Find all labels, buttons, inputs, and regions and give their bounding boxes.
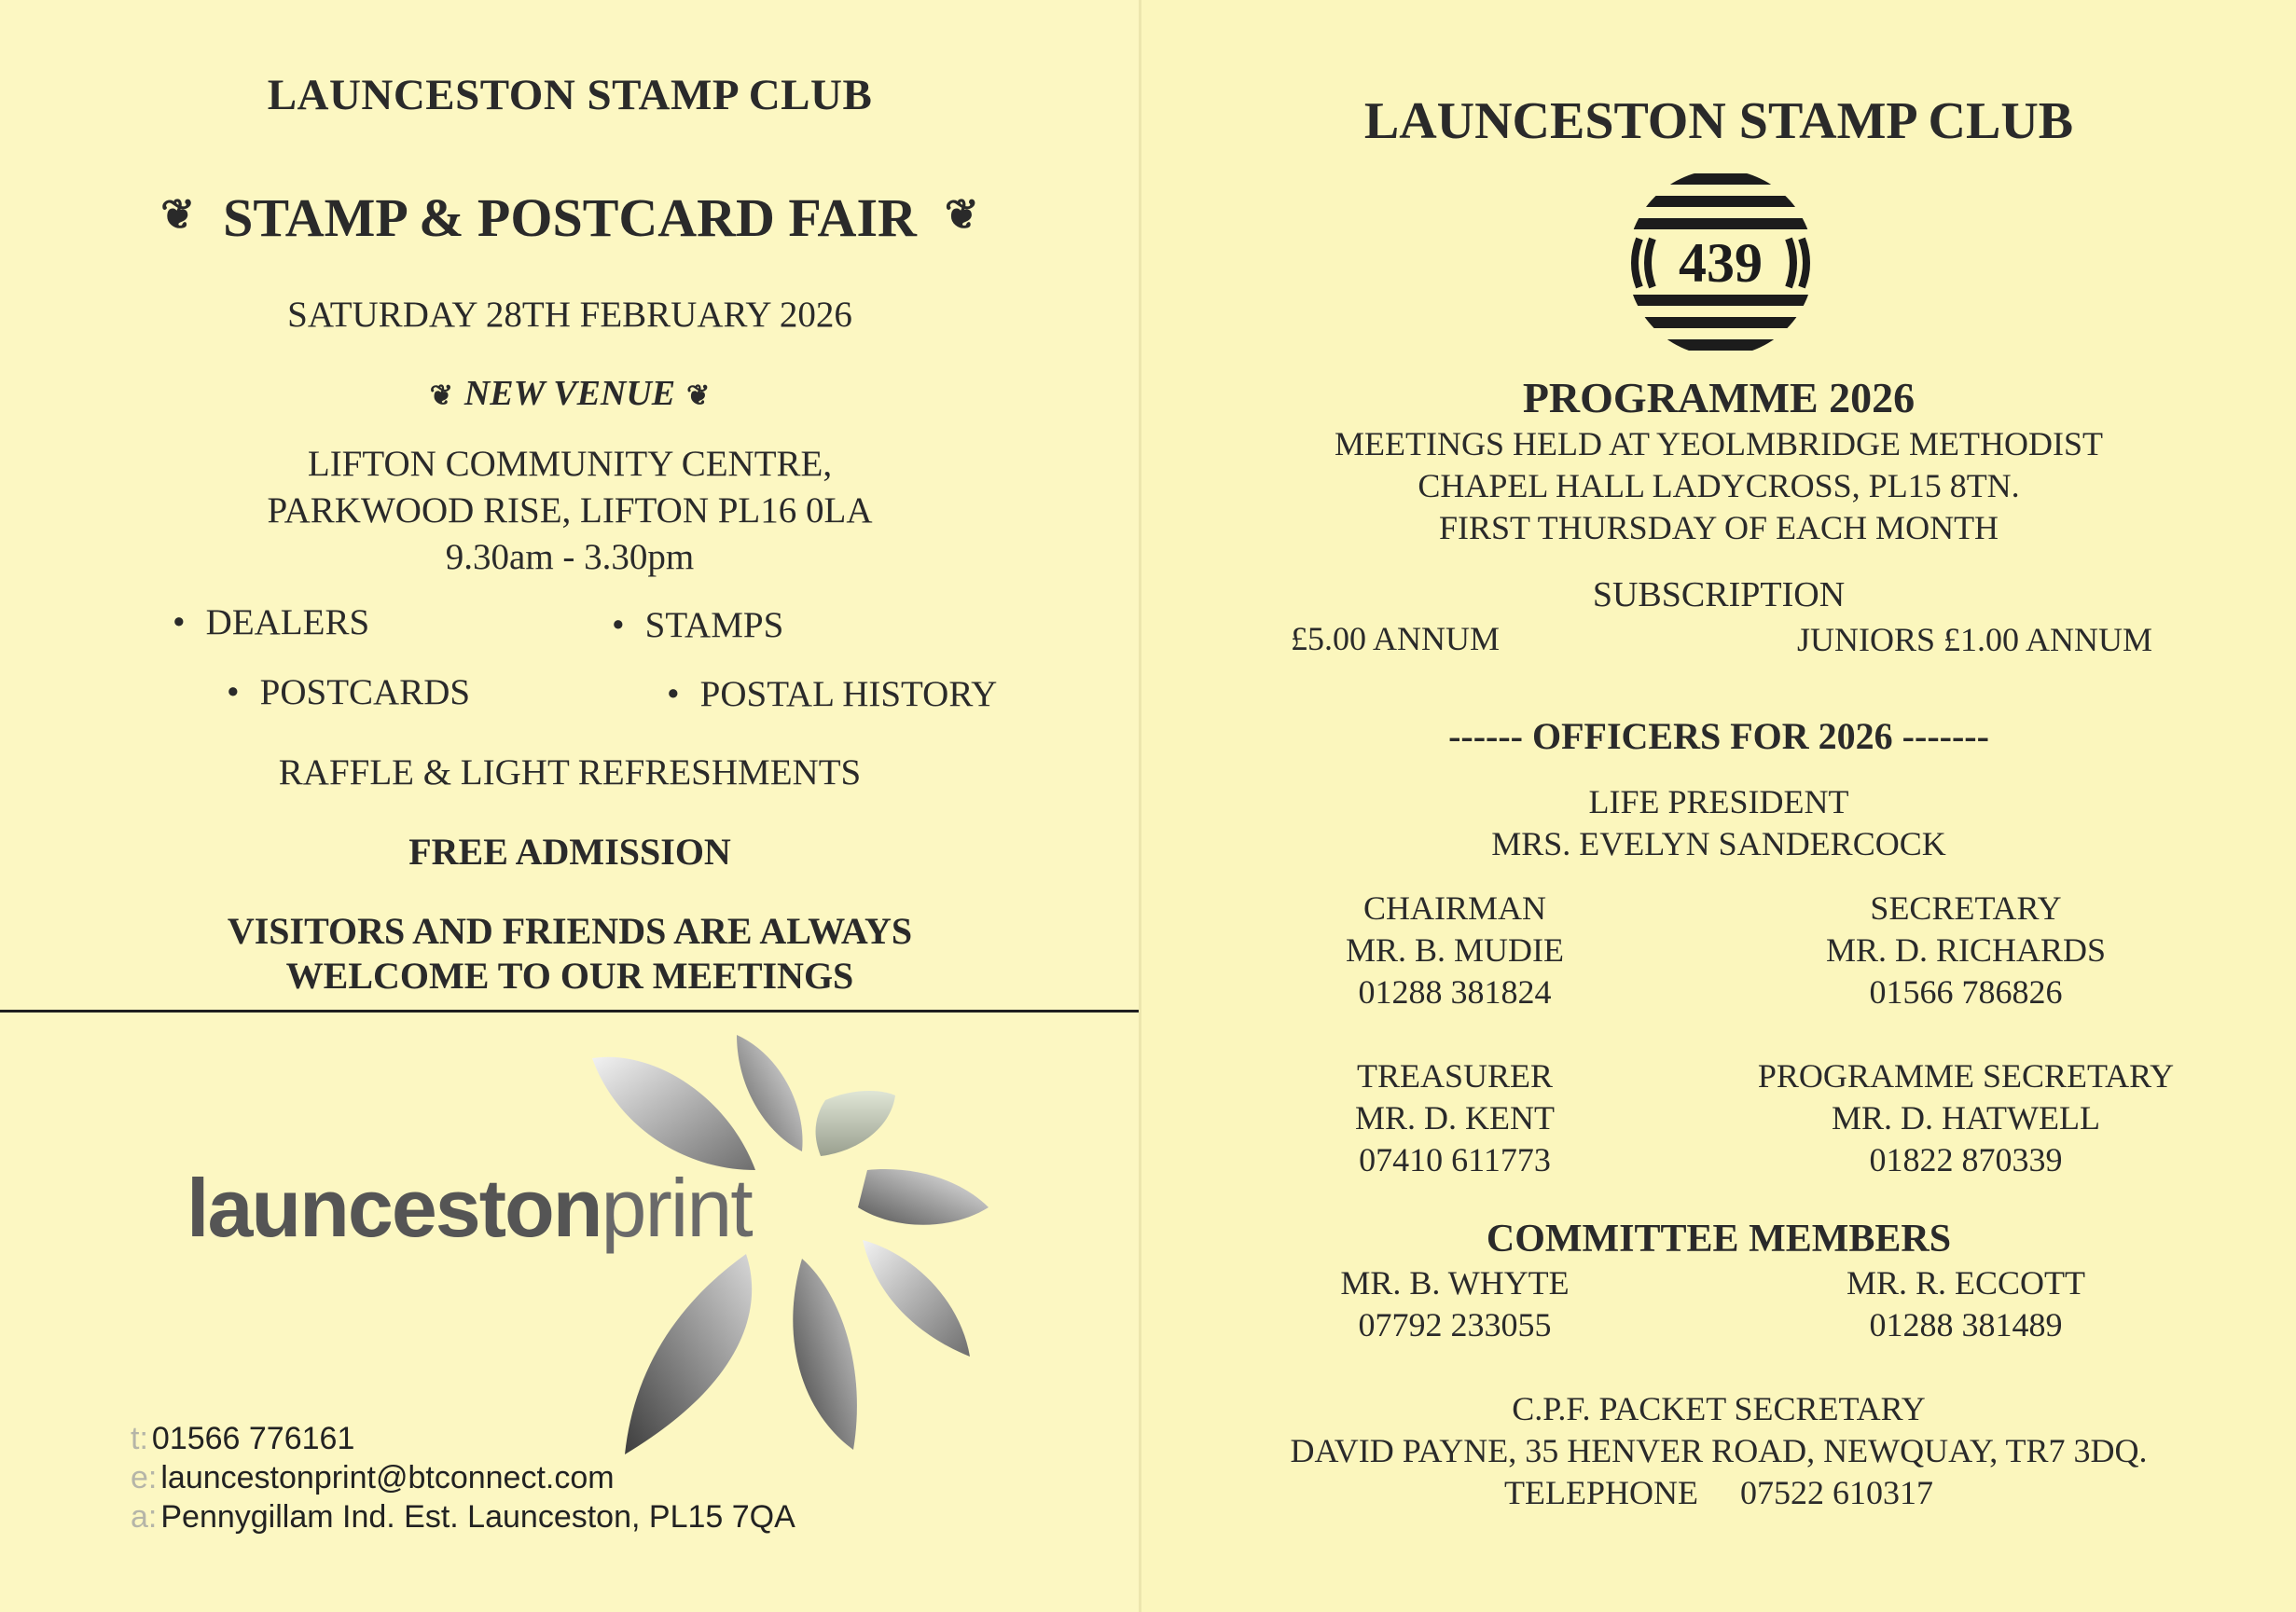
- bullet-item: • DEALERS: [173, 602, 370, 642]
- advert-email: e: launcestonprint@btconnect.com: [131, 1460, 615, 1495]
- club-name: LAUNCESTON STAMP CLUB: [267, 71, 873, 119]
- officer-phone: 07410 611773: [1359, 1141, 1551, 1178]
- new-venue-row: [0, 373, 1140, 414]
- club-badge: [1604, 168, 1837, 359]
- committee-phone: 01288 381489: [1869, 1306, 2063, 1343]
- life-president-role: LIFE PRESIDENT: [1588, 783, 1849, 820]
- packet-secretary-phone: TELEPHONE 07522 610317: [1504, 1474, 1933, 1511]
- fair-title: STAMP & POSTCARD FAIR: [223, 187, 917, 248]
- officer-name: MR. D. HATWELL: [1832, 1099, 2100, 1137]
- club-name: LAUNCESTON STAMP CLUB: [1363, 92, 2074, 150]
- visitors-line2: WELCOME TO OUR MEETINGS: [285, 955, 854, 997]
- fair-title-row: [0, 186, 1140, 249]
- officer-name: MR. D. KENT: [1355, 1099, 1555, 1137]
- bullet-item: • POSTCARDS: [227, 672, 471, 712]
- laurel-icon: ❦: [686, 380, 711, 411]
- programme-title: PROGRAMME 2026: [1522, 374, 1916, 421]
- committee-heading: COMMITTEE MEMBERS: [1486, 1218, 1952, 1261]
- officer-name: MR. D. RICHARDS: [1825, 931, 2107, 969]
- meetings-line1: MEETINGS HELD AT YEOLMBRIDGE METHODIST: [1335, 425, 2103, 462]
- laurel-icon: ❦: [160, 192, 196, 238]
- flower-logo-icon: [578, 1030, 1026, 1496]
- officer-phone: 01822 870339: [1869, 1141, 2063, 1178]
- launcestonprint-logo: launcestonprint: [187, 1162, 752, 1254]
- officer-role: SECRETARY: [1870, 889, 2062, 927]
- divider-line: [0, 1010, 1140, 1013]
- subscription-label: SUBSCRIPTION: [1592, 575, 1846, 614]
- admission-text: FREE ADMISSION: [408, 831, 731, 873]
- officer-name: MR. B. MUDIE: [1345, 931, 1565, 969]
- bullet-item: • STAMPS: [612, 605, 784, 645]
- programme-panel: [1141, 0, 2296, 1612]
- officer-role: CHAIRMAN: [1362, 889, 1547, 927]
- committee-phone: 07792 233055: [1358, 1306, 1552, 1343]
- badge-number: 439: [1679, 232, 1763, 294]
- officers-heading: ------ OFFICERS FOR 2026 -------: [1448, 715, 1989, 757]
- laurel-icon: ❦: [944, 192, 979, 238]
- laurel-icon: ❦: [429, 380, 453, 411]
- packet-secretary-role: C.P.F. PACKET SECRETARY: [1512, 1390, 1926, 1427]
- subscription-adult: £5.00 ANNUM: [1291, 620, 1501, 657]
- fair-date: SATURDAY 28TH FEBRUARY 2026: [287, 295, 852, 335]
- subscription-junior: JUNIORS £1.00 ANNUM: [1797, 621, 2153, 658]
- venue-address-line2: PARKWOOD RISE, LIFTON PL16 0LA: [267, 490, 873, 530]
- bullet-item: • POSTAL HISTORY: [667, 674, 998, 714]
- committee-name: MR. R. ECCOTT: [1846, 1264, 2086, 1302]
- raffle-text: RAFFLE & LIGHT REFRESHMENTS: [278, 752, 862, 792]
- advert-address: a: Pennygillam Ind. Est. Launceston, PL15 7QA: [131, 1499, 795, 1535]
- officer-role: TREASURER: [1356, 1057, 1554, 1095]
- officer-phone: 01566 786826: [1869, 973, 2063, 1011]
- packet-secretary-address: DAVID PAYNE, 35 HENVER ROAD, NEWQUAY, TR7 3DQ.: [1290, 1432, 2148, 1469]
- new-venue: NEW VENUE: [463, 374, 676, 413]
- life-president-name: MRS. EVELYN SANDERCOCK: [1491, 825, 1946, 862]
- fair-hours: 9.30am - 3.30pm: [445, 537, 695, 577]
- venue-address-line1: LIFTON COMMUNITY CENTRE,: [307, 444, 833, 484]
- committee-name: MR. B. WHYTE: [1340, 1264, 1570, 1302]
- officer-role: PROGRAMME SECRETARY: [1757, 1057, 2175, 1095]
- visitors-line1: VISITORS AND FRIENDS ARE ALWAYS: [227, 910, 913, 952]
- officer-phone: 01288 381824: [1358, 973, 1552, 1011]
- advert-telephone: t: 01566 776161: [131, 1421, 355, 1456]
- fair-flyer-panel: [0, 0, 1140, 1612]
- meetings-line3: FIRST THURSDAY OF EACH MONTH: [1438, 509, 1999, 546]
- meetings-line2: CHAPEL HALL LADYCROSS, PL15 8TN.: [1418, 467, 2020, 504]
